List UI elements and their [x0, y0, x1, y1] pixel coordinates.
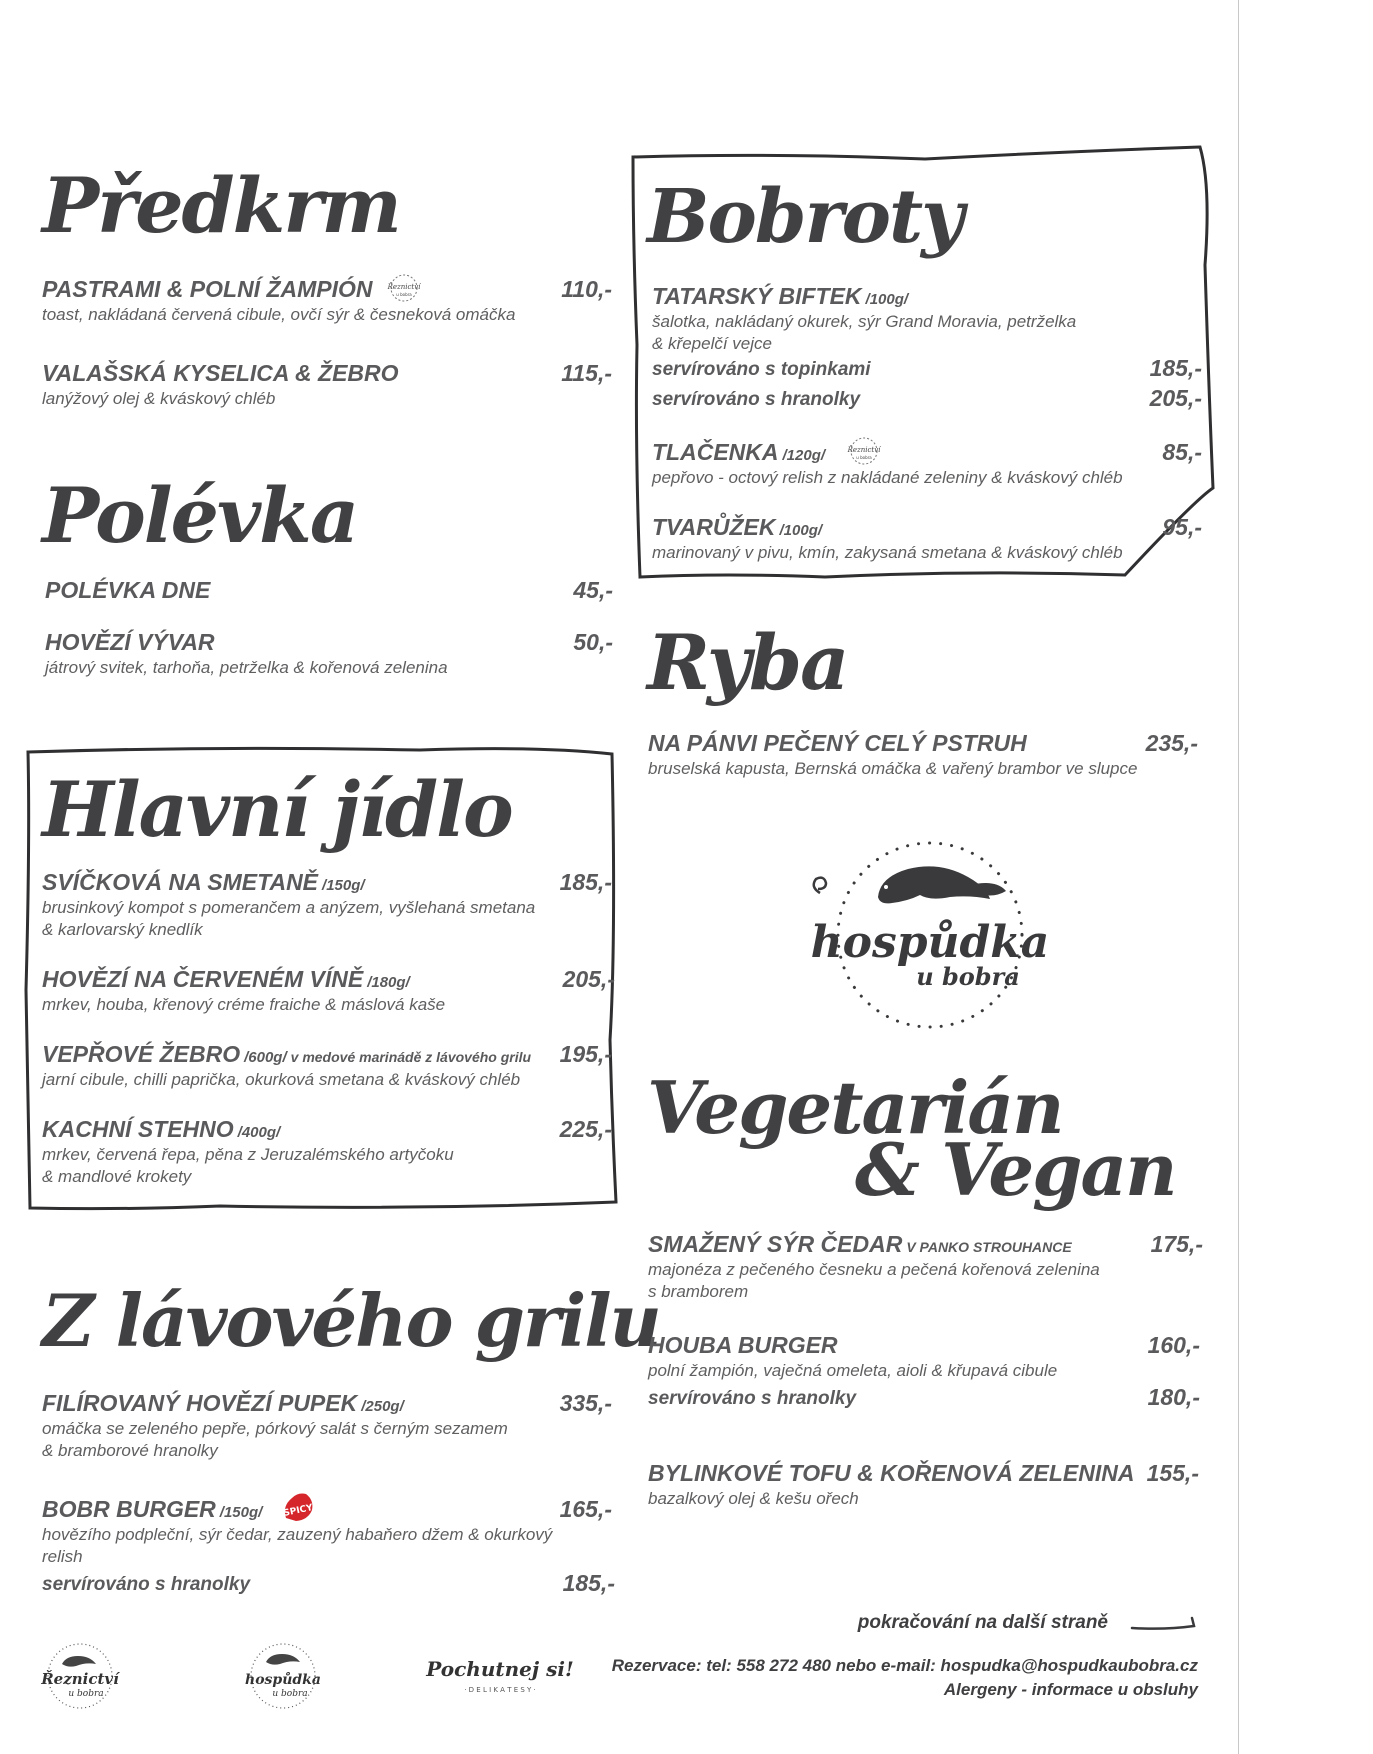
- served-price: 205,-: [1149, 385, 1202, 411]
- item-name: VEPŘOVÉ ŽEBRO /600g/ v medové marinádě z lávového grilu: [42, 1041, 532, 1067]
- heading-hlavni-jidlo: Hlavní jídlo: [42, 765, 512, 854]
- item-price: 235,-: [1145, 730, 1198, 756]
- partner-name: Řeznictví: [41, 1670, 119, 1688]
- item-price: 165,-: [559, 1496, 612, 1522]
- item-description: pepřovo - octový relish z nakládané zeleniny & kváskový chléb: [652, 468, 1123, 487]
- heading-ryba: Ryba: [647, 618, 848, 707]
- item-name: NA PÁNVI PEČENÝ CELÝ PSTRUH: [648, 730, 1027, 756]
- continue-note: pokračování na další straně: [857, 1612, 1108, 1633]
- item-price: 85,-: [1162, 439, 1202, 465]
- partner-sub: u bobra: [272, 1689, 308, 1699]
- served-with: servírováno s topinkami: [652, 359, 871, 380]
- item-name: KACHNÍ STEHNO /400g/: [42, 1116, 281, 1142]
- item-weight: /100g/: [865, 291, 909, 308]
- item-price: 110,-: [561, 276, 612, 302]
- reznictvi-badge-icon: [844, 436, 884, 466]
- heading-polevka: Polévka: [42, 471, 358, 560]
- partner-sub: · D E L I K A T E S Y ·: [464, 1686, 536, 1694]
- partner-name: hospůdka: [245, 1672, 321, 1688]
- item-name: HOUBA BURGER: [648, 1332, 838, 1358]
- served-with: servírováno s hranolky: [42, 1574, 251, 1595]
- item-weight: /250g/: [361, 1398, 404, 1415]
- item-description: omáčka se zeleného pepře, pórkový salát s černým sezamem & bramborové hranolky: [42, 1419, 508, 1460]
- item-name: VALAŠSKÁ KYSELICA & ŽEBRO: [42, 360, 399, 386]
- item-name: PASTRAMI & POLNÍ ŽAMPIÓN: [42, 276, 373, 302]
- heading-z-lavoveho-grilu: Z lávového grilu: [42, 1278, 660, 1363]
- item-price: 195,-: [559, 1041, 612, 1067]
- item-description: polní žampión, vaječná omeleta, aioli & křupavá cibule: [648, 1361, 1058, 1380]
- partner-name: Pochutnej si!: [426, 1657, 574, 1681]
- item-name: POLÉVKA DNE: [45, 577, 211, 603]
- item-name: HOVĚZÍ NA ČERVENÉM VÍNĚ /180g/: [42, 966, 410, 992]
- item-description: bazalkový olej & kešu ořech: [648, 1489, 859, 1508]
- served-with: servírováno s hranolky: [648, 1388, 857, 1409]
- item-weight: /600g/: [244, 1049, 287, 1066]
- item-description: mrkev, houba, křenový créme fraiche & máslová kaše: [42, 995, 446, 1014]
- item-price: 155,-: [1146, 1460, 1199, 1486]
- arrow-right-icon: [1130, 1612, 1200, 1634]
- heading-bobroty: Bobroty: [647, 174, 963, 260]
- item-name: SMAŽENÝ SÝR ČEDAR V PANKO STROUHANCE: [648, 1231, 1072, 1257]
- partner-sub: u bobra: [68, 1689, 104, 1699]
- item-weight: /150g/: [322, 877, 365, 894]
- item-price: 50,-: [573, 629, 613, 655]
- item-description: jarní cibule, chilli paprička, okurková smetana & kváskový chléb: [42, 1070, 521, 1089]
- item-name: TLAČENKA /120g/: [652, 439, 826, 465]
- item-weight: /120g/: [782, 447, 826, 464]
- item-weight: /400g/: [237, 1124, 281, 1141]
- partner-logo-reznictvi: [40, 1640, 120, 1710]
- served-price: 185,-: [1149, 355, 1202, 381]
- served-price: 185,-: [562, 1570, 615, 1596]
- item-price: 175,-: [1150, 1231, 1203, 1257]
- badge-text: Řeznictví: [387, 283, 421, 291]
- item-description: toast, nakládaná červená cibule, ovčí sýr & česneková omáčka: [42, 305, 516, 324]
- item-price: 335,-: [559, 1390, 612, 1416]
- heading-predkrm: Předkrm: [42, 161, 400, 250]
- spicy-text: SPICY: [282, 1503, 314, 1519]
- served-with: servírováno s hranolky: [652, 389, 861, 410]
- item-name: TVARŮŽEK /100g/: [652, 514, 823, 540]
- item-description: majonéza z pečeného česneku a pečená kořenová zelenina s bramborem: [648, 1260, 1100, 1301]
- badge-subtext: u bobra: [396, 292, 412, 297]
- item-description: hovězího podpleční, sýr čedar, zauzený habaňero džem & okurkový relish: [42, 1525, 553, 1566]
- logo-line2: u bobra: [916, 962, 1020, 991]
- item-name: SVÍČKOVÁ NA SMETANĚ /150g/: [42, 869, 365, 895]
- item-name: HOVĚZÍ VÝVAR: [45, 629, 215, 655]
- item-note: V PANKO STROUHANCE: [906, 1239, 1072, 1255]
- logo-line1: hospůdka: [810, 917, 1050, 968]
- heading-vegan: & Vegan: [855, 1127, 1176, 1212]
- item-description: bruselská kapusta, Bernská omáčka & vařený brambor ve slupce: [648, 759, 1138, 778]
- heading-vegetarian: Vegetarián: [647, 1065, 1063, 1150]
- reservation-info: Rezervace: tel: 558 272 480 nebo e-mail: hospudka@hospudkaubobra.cz: [611, 1656, 1198, 1675]
- partner-logo-pochutnej: [426, 1652, 574, 1702]
- item-price: 115,-: [561, 360, 612, 386]
- item-weight: /180g/: [367, 974, 410, 991]
- item-description: mrkev, červená řepa, pěna z Jeruzalémského artyčoku & mandlové krokety: [42, 1145, 454, 1186]
- item-price: 95,-: [1162, 514, 1202, 540]
- item-name: BYLINKOVÉ TOFU & KOŘENOVÁ ZELENINA: [648, 1460, 1135, 1486]
- item-price: 185,-: [559, 869, 612, 895]
- item-name: BOBR BURGER /150g/: [42, 1496, 263, 1522]
- reznictvi-badge-icon: [384, 273, 424, 303]
- item-name: FILÍROVANÝ HOVĚZÍ PUPEK /250g/: [42, 1390, 404, 1416]
- item-description: šalotka, nakládaný okurek, sýr Grand Moravia, petrželka & křepelčí vejce: [652, 312, 1077, 353]
- item-weight: /150g/: [219, 1504, 263, 1521]
- item-description: lanýžový olej & kváskový chléb: [42, 389, 276, 408]
- item-price: 205,-: [562, 966, 615, 992]
- allergen-info: Alergeny - informace u obsluhy: [943, 1680, 1198, 1699]
- item-price: 160,-: [1147, 1332, 1200, 1358]
- hospudka-logo: [800, 835, 1060, 1035]
- beaver-icon: [878, 866, 1006, 903]
- page-edge: [1238, 0, 1239, 1754]
- item-description: játrový svitek, tarhoňa, petrželka & kořenová zelenina: [45, 658, 448, 677]
- item-description: brusinkový kompot s pomerančem a anýzem, vyšlehaná smetana & karlovarský knedlík: [42, 898, 536, 939]
- served-price: 180,-: [1147, 1384, 1200, 1410]
- badge-subtext: u bobra: [856, 455, 872, 460]
- partner-logo-hospudka: [238, 1640, 328, 1710]
- spicy-badge-icon: [278, 1488, 318, 1524]
- item-name: TATARSKÝ BIFTEK /100g/: [652, 283, 909, 309]
- item-weight: /100g/: [779, 522, 823, 539]
- badge-text: Řeznictví: [847, 446, 881, 454]
- item-price: 45,-: [573, 577, 613, 603]
- item-price: 225,-: [559, 1116, 612, 1142]
- item-description: marinovaný v pivu, kmín, zakysaná smetana & kváskový chléb: [652, 543, 1123, 562]
- item-note: v medové marinádě z lávového grilu: [290, 1049, 532, 1065]
